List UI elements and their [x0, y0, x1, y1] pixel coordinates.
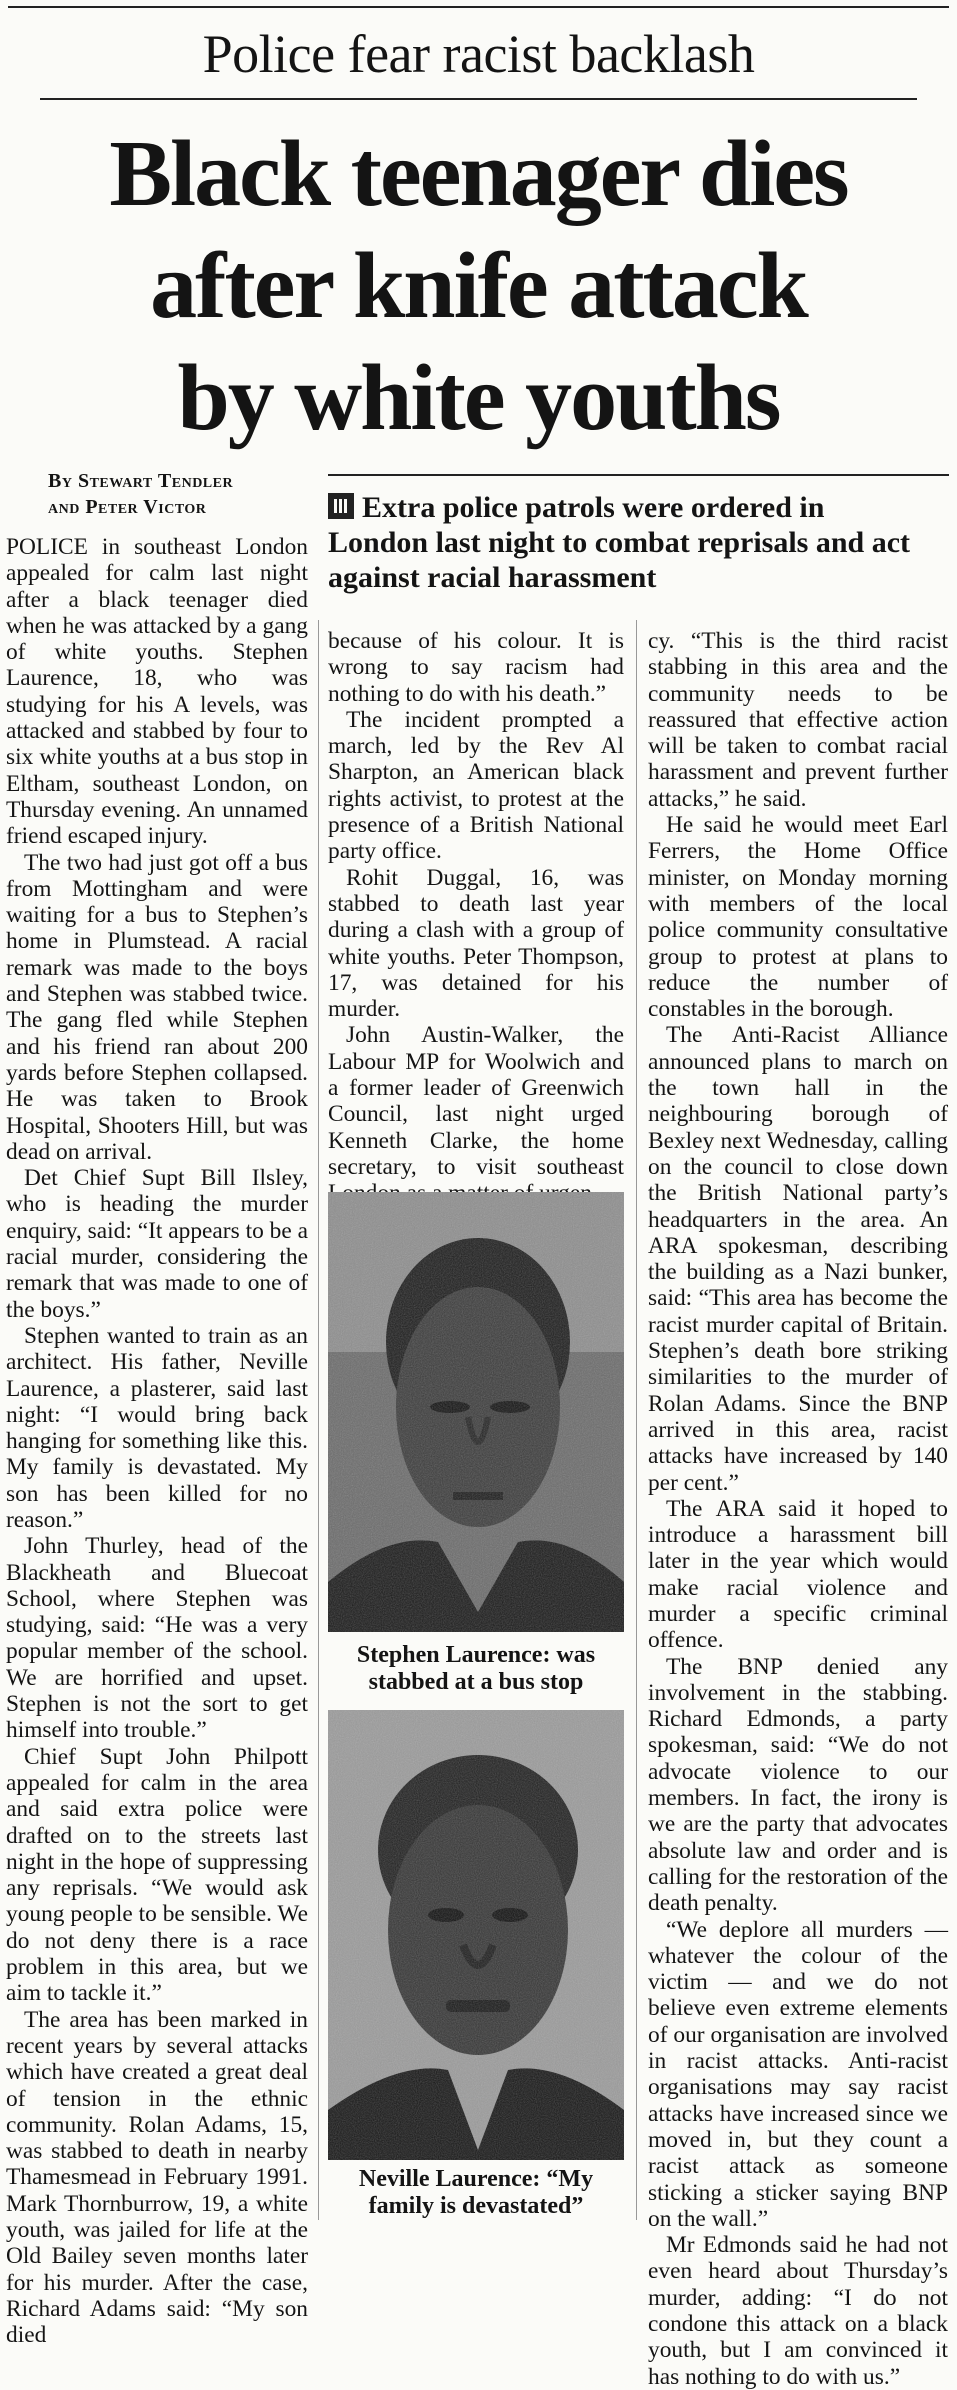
standfirst-rule	[328, 474, 949, 476]
paragraph: John Thurley, head of the Blackheath and Bluecoat School, where Stephen was studying, said: “He was a very popular member of the school. We are horrified and upset. Stephen is not the sort to get himself into trouble.”	[6, 1533, 308, 1744]
top-rule	[8, 6, 949, 8]
photo-neville-laurence	[328, 1710, 624, 2160]
headline-line-1: Black teenager dies	[109, 122, 848, 226]
paragraph: The area has been marked in recent years by several attacks which have created a great deal of tension in the ethnic community. Rolan Adams, 15, was stabbed to death in nearby Thamesmead in February 1991. Mark Thornburrow, 19, a white youth, was jailed for life at the Old Bailey seven months later for his murder. After the case, Richard Adams said: “My son died	[6, 2006, 308, 2349]
paragraph: Det Chief Supt Bill Ilsley, who is heading the murder enquiry, said: “It appears to be a racial murder, considering the remark that was made to one of the boys.”	[6, 1165, 308, 1323]
byline-line-1: By Stewart Tendler	[48, 470, 234, 492]
paragraph: Chief Supt John Philpott appealed for calm in the area and said extra police were drafted on to the streets last night in the hope of suppressing any reprisals. “We would ask young people to be sensible. We do not deny there is a race problem in this area, but we aim to tackle it.”	[6, 1743, 308, 2007]
byline	[48, 468, 233, 520]
photo-caption: Neville Laurence: “My family is devastated”	[358, 2166, 594, 2219]
standfirst	[328, 490, 917, 595]
paragraph: POLICE in southeast London appealed for calm last night after a black teenager died when he was attacked by a gang of white youths. Stephen Laurence, 18, who was studying for his A levels, was attacked and stabbed by four to six white youths at a bus stop in Eltham, southeast London, on Thursday evening. An unnamed friend escaped injury.	[6, 534, 308, 850]
headline	[0, 118, 957, 454]
paragraph: cy. “This is the third racist stabbing in this area and the community needs to be reassured that effective action will be taken to combat racial harassment and prevent further attacks,” he said.	[648, 628, 948, 812]
standfirst-text: Extra police patrols were ordered in London last night to combat reprisals and act against racial harassment	[328, 491, 911, 594]
square-bullet-icon	[328, 493, 354, 519]
article-column-2	[328, 628, 624, 1207]
article-column-3	[648, 628, 948, 2390]
paragraph: because of his colour. It is wrong to say racism had nothing to do with his death.”	[328, 628, 624, 707]
paragraph: The Anti-Racist Alliance announced plans to march on the town hall in the neighbouring borough of Bexley next Wednesday, calling on the council to close down the British National party’s headquarters in the area. An ARA spokesman, describing the building as a Nazi bunker, said: “This area has become the racist murder capital of Britain. Stephen’s death bore striking similarities to the murder of Rolan Adams. Since the BNP arrived in this area, racist attacks have increased by 140 per cent.”	[648, 1022, 948, 1496]
paragraph: “We deplore all murders — whatever the colour of the victim — and we do not believe even extreme elements of our organisation are involved in racist attacks. Anti-racist organisations may say racist attacks have increased since we moved in, but they count a racist attack as someone sticking a sticker saying BNP on the wall.”	[648, 1916, 948, 2232]
headline-line-2: after knife attack	[150, 234, 807, 338]
article-column-1	[6, 534, 308, 2348]
paragraph: The two had just got off a bus from Mottingham and were waiting for a bus to Stephen’s home in Plumstead. A racial remark was made to the boys and Stephen was stabbed twice. The gang fled while Stephen and his friend ran about 200 yards before Stephen collapsed. He was taken to Brook Hospital, Shooters Hill, but was dead on arrival.	[6, 849, 308, 1165]
paragraph: Rohit Duggal, 16, was stabbed to death last year during a clash with a group of white youths. Peter Thompson, 17, was detained for his murder.	[328, 864, 624, 1023]
paragraph: John Austin-Walker, the Labour MP for Woolwich and a former leader of Greenwich Council, last night urged Kenneth Clarke, the home secretary, to visit southeast	[328, 1022, 624, 1180]
paragraph: The incident prompted a march, led by the Rev Al Sharpton, an American black rights activist, to protest at the presence of a British National party office.	[328, 706, 624, 865]
paragraph: Stephen wanted to train as an architect. His father, Neville Laurence, a plasterer, said last night: “I would bring back hanging for something like this. My family is devastated. My son has been killed for no reason.”	[6, 1322, 308, 1533]
column-divider	[636, 620, 637, 2220]
paragraph: The BNP denied any involvement in the stabbing. Richard Edmonds, a party spokesman, said: “We do not advocate violence to our members. In fact, the irony is we are the party that advocates absolute law and order and is calling for the restoration of the death penalty.	[648, 1653, 948, 1917]
headline-line-3: by white youths	[177, 346, 780, 450]
paragraph: Mr Edmonds said he had not even heard about Thursday’s murder, adding: “I do not condone this attack on a black youth, but I am convinced it has nothing to do with us.”	[648, 2232, 948, 2390]
kicker: Police fear racist backlash	[202, 24, 755, 84]
photo-stephen-laurence	[328, 1192, 624, 1632]
byline-line-2: and Peter Victor	[48, 496, 207, 518]
photo-caption: Stephen Laurence: was stabbed at a bus stop	[356, 1642, 596, 1695]
column-divider	[318, 620, 319, 2220]
paragraph: He said he would meet Earl Ferrers, the Home Office minister, on Monday morning with members of the local police community consultative group to protest at plans to reduce the number of constables in the borough.	[648, 812, 948, 1023]
kicker-rule	[40, 98, 917, 100]
paragraph: The ARA said it hoped to introduce a harassment bill later in the year which would make racial violence and murder a specific criminal offence.	[648, 1495, 948, 1654]
